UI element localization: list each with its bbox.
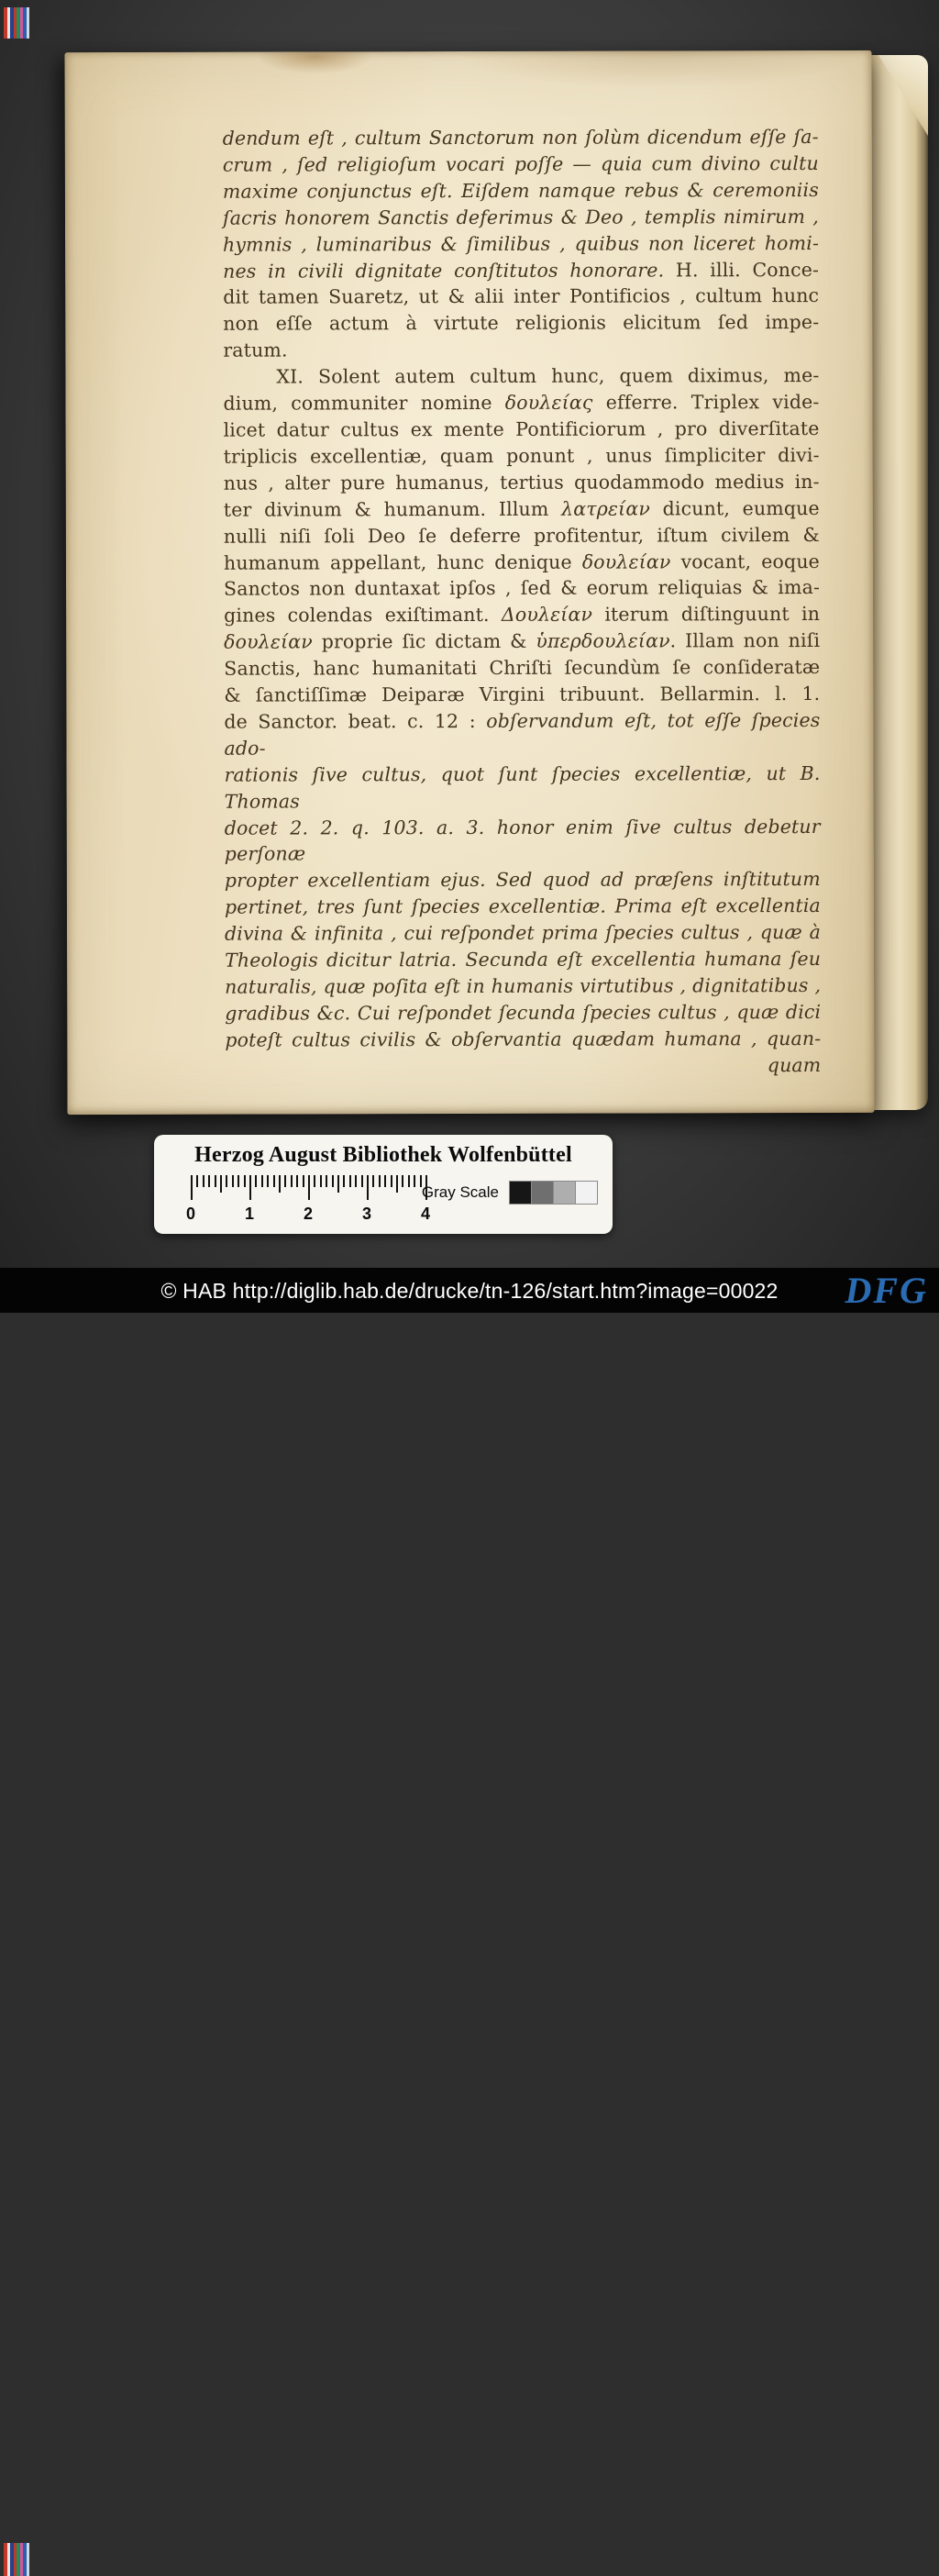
ruler-numbers <box>185 1205 431 1225</box>
text-line <box>225 761 821 816</box>
text-line <box>223 336 819 364</box>
ruler-tick <box>408 1175 410 1187</box>
ruler-ticks <box>191 1175 425 1201</box>
text-run: ratum. <box>223 339 288 361</box>
ruler-tick <box>279 1175 281 1193</box>
ruler-tick <box>273 1175 275 1187</box>
text-run: licet datur cultus ex mente Pontificiorum , pro diverſitate <box>223 416 820 441</box>
ruler-tick <box>314 1175 315 1187</box>
text-run: dicunt, eumque <box>649 496 820 520</box>
text-line <box>225 946 821 974</box>
text-line <box>224 681 820 709</box>
text-line <box>225 866 821 894</box>
text-run: proprie ſic dictam & <box>312 630 536 653</box>
text-line <box>224 416 820 444</box>
dfg-logo: DFG <box>845 1270 928 1311</box>
text-run: ter divinum & humanum. Illum <box>223 497 562 521</box>
ruler-card <box>154 1135 613 1234</box>
ruler-tick <box>343 1175 345 1187</box>
ruler-tick <box>379 1175 381 1187</box>
ruler-number: 3 <box>361 1205 372 1223</box>
text-run: docet 2. 2. q. 103. a. 3. honor enim ſive cultus debetur perſonæ <box>224 815 821 866</box>
ruler-tick <box>261 1175 263 1187</box>
text-line <box>225 1026 821 1054</box>
text-line <box>224 442 820 471</box>
ruler-tick <box>296 1175 298 1187</box>
ruler-tick <box>226 1175 227 1187</box>
next-leaf-edge <box>869 55 928 1110</box>
text-run: pertinet, tres ſunt ſpecies excellentiæ. Prima eſt excellentia <box>224 894 821 918</box>
gray-patch <box>531 1181 554 1205</box>
text-run: nulli niſi ſoli Deo ſe deferre profitentur, iſtum civilem & <box>223 523 820 548</box>
greek-word: Δουλείαν <box>501 603 593 627</box>
ruler-tick <box>326 1175 327 1187</box>
gray-scale-patches <box>510 1181 598 1205</box>
text-line <box>225 1052 821 1081</box>
text-run: divina & infinita , cui reſpondet prima ſpecies cultus , quæ à <box>224 921 822 945</box>
text-line <box>223 177 819 205</box>
text-line <box>224 574 820 603</box>
text-run: & ſanctiſſimæ Deiparæ Virgini tribuunt. Bellarmin. l. 1. <box>224 683 821 706</box>
text-line <box>223 257 819 285</box>
text-run: ſacris honorem Sanctis deferimus & Deo , templis nimirum , <box>222 205 819 229</box>
text-run: quam <box>767 1053 822 1076</box>
ruler-tick <box>337 1175 339 1193</box>
text-line <box>225 999 821 1027</box>
ruler-tick <box>396 1175 398 1193</box>
text-line <box>225 919 821 948</box>
ruler-tick <box>367 1175 369 1200</box>
text-line <box>223 150 819 179</box>
ruler-number: 2 <box>303 1205 314 1223</box>
text-line <box>223 124 819 152</box>
ruler-tick <box>320 1175 322 1187</box>
text-run: non eſſe actum à virtute religionis elicitum ſed impe- <box>223 311 820 336</box>
ruler-tick <box>291 1175 293 1187</box>
text-line <box>224 549 820 577</box>
text-line <box>225 893 821 921</box>
footer-bar <box>0 1268 939 1313</box>
text-run: poteſt cultus civilis & obſervantia quædam humana , quan- <box>225 1027 822 1051</box>
ruler-tick <box>232 1175 234 1187</box>
text-run: rationis ſive cultus, quot ſunt ſpecies excellentiæ, ut B. Thomas <box>224 761 821 813</box>
text-run: gines colendas exiſtimant. <box>224 604 502 627</box>
text-run: gradibus &c. Cui reſpondet ſecunda ſpecies cultus , quæ dici <box>225 1000 822 1025</box>
ruler-tick <box>303 1175 304 1187</box>
ruler-tick <box>355 1175 357 1187</box>
text-line <box>223 204 819 232</box>
text-run: Sanctis, hanc humanitati Chriſti ſecundùm ſe conſideratæ <box>224 656 821 680</box>
gray-patch <box>509 1181 532 1205</box>
text-run: nus , alter pure humanus, tertius quodammodo medius in- <box>223 470 820 494</box>
text-run: maxime conjunctus eſt. Eiſdem namque rebus & ceremoniis <box>222 178 819 203</box>
ruler-tick <box>208 1175 210 1187</box>
text-line <box>224 469 820 497</box>
color-stripe <box>27 2543 30 2576</box>
ruler-tick <box>349 1175 351 1187</box>
page-text <box>223 124 822 1080</box>
ruler-tick <box>255 1175 257 1187</box>
greek-word: ὑπερδουλείαν <box>536 629 670 653</box>
ruler-tick <box>361 1175 363 1187</box>
text-line <box>224 522 820 550</box>
text-run: de Sanctor. beat. c. 12 : <box>224 709 487 733</box>
text-line <box>223 389 819 417</box>
ruler-tick <box>391 1175 392 1187</box>
ruler-tick <box>249 1175 251 1200</box>
text-run: naturalis, quæ poſita eſt in humanis virtutibus , dignitatibus , <box>225 973 822 998</box>
text-run: nes in civili dignitate conſtitutos honorare. <box>223 258 676 283</box>
ruler-tick <box>238 1175 239 1187</box>
text-line <box>224 627 820 656</box>
ruler-tick <box>284 1175 286 1187</box>
text-run: obſervandum eſt, tot eſſe ſpecies ado- <box>224 708 821 760</box>
ruler-tick <box>402 1175 403 1187</box>
text-line <box>225 972 821 1001</box>
text-line <box>223 309 819 338</box>
color-calibration-strip <box>4 2543 29 2576</box>
text-run: crum , ſed religioſum vocari poſſe — quia cum divino cultu <box>222 151 819 176</box>
ruler-tick <box>215 1175 216 1187</box>
text-line <box>223 362 819 391</box>
ruler-number: 4 <box>420 1205 431 1223</box>
copyright-text: © HAB http://diglib.hab.de/drucke/tn-126/start.htm?image=00022 <box>160 1279 779 1303</box>
ruler-tick <box>372 1175 374 1187</box>
ruler-tick <box>196 1175 198 1187</box>
ruler-tick <box>384 1175 386 1187</box>
greek-word: λατρείαν <box>561 497 650 520</box>
text-line <box>224 707 820 762</box>
greek-word: δουλείας <box>504 391 593 414</box>
gray-patch <box>575 1181 598 1205</box>
text-line <box>223 230 819 259</box>
text-run: triplicis excellentiæ, quam ponunt , unus ſimpliciter divi- <box>223 443 820 468</box>
text-line <box>224 495 820 524</box>
text-run: efferre. Triplex vide- <box>592 391 820 414</box>
ruler-tick <box>244 1175 246 1187</box>
text-run: dendum eſt , cultum Sanctorum non ſolùm dicendum eſſe ſa- <box>222 126 819 150</box>
ruler-tick <box>191 1175 193 1200</box>
text-run: humanum appellant, hunc denique <box>223 550 582 574</box>
text-run: XI. Solent autem cultum hunc, quem diximus, me- <box>276 364 820 388</box>
gray-scale-label: Gray Scale <box>421 1183 499 1201</box>
ruler-title: Herzog August Bibliothek Wolfenbüttel <box>194 1143 572 1167</box>
text-run: Sanctos non duntaxat ipſos , ſed & eorum reliquias & ima- <box>223 576 821 601</box>
ruler-number: 1 <box>244 1205 255 1223</box>
ruler-tick <box>308 1175 310 1200</box>
text-run: H. illi. Conce- <box>675 258 820 281</box>
text-run: dium, communiter nomine <box>223 391 505 415</box>
greek-word: δουλείαν <box>224 630 313 653</box>
gray-scale <box>422 1181 598 1205</box>
ruler-number: 0 <box>185 1205 196 1223</box>
text-run: dit tamen Suaretz, ut & alii inter Pontificios , cultum hunc <box>223 284 820 309</box>
color-stripe <box>27 7 30 39</box>
ruler-tick <box>220 1175 222 1193</box>
text-run: Theologis dicitur latria. Secunda eſt excellentia humana ſeu <box>225 948 822 972</box>
ruler-tick <box>203 1175 204 1187</box>
ruler-scale <box>167 1173 600 1227</box>
text-run: iterum diſtinguunt in <box>592 603 821 626</box>
ruler-tick <box>414 1175 415 1187</box>
book-page <box>64 50 874 1115</box>
ruler-tick <box>332 1175 334 1187</box>
gray-patch <box>553 1181 576 1205</box>
text-run: vocant, eoque <box>670 550 820 572</box>
text-run: hymnis , luminaribus & ſimilibus , quibus non liceret homi- <box>223 231 820 256</box>
text-run: . Illam non niſi <box>669 629 821 652</box>
color-calibration-strip <box>4 7 29 39</box>
text-line <box>224 601 820 629</box>
ruler-tick <box>267 1175 269 1187</box>
text-line <box>224 654 820 683</box>
text-run: propter excellentiam ejus. Sed quod ad præſens inſtitutum <box>224 868 821 893</box>
text-line <box>225 814 821 869</box>
text-line <box>223 283 819 311</box>
greek-word: δουλείαν <box>581 550 671 573</box>
